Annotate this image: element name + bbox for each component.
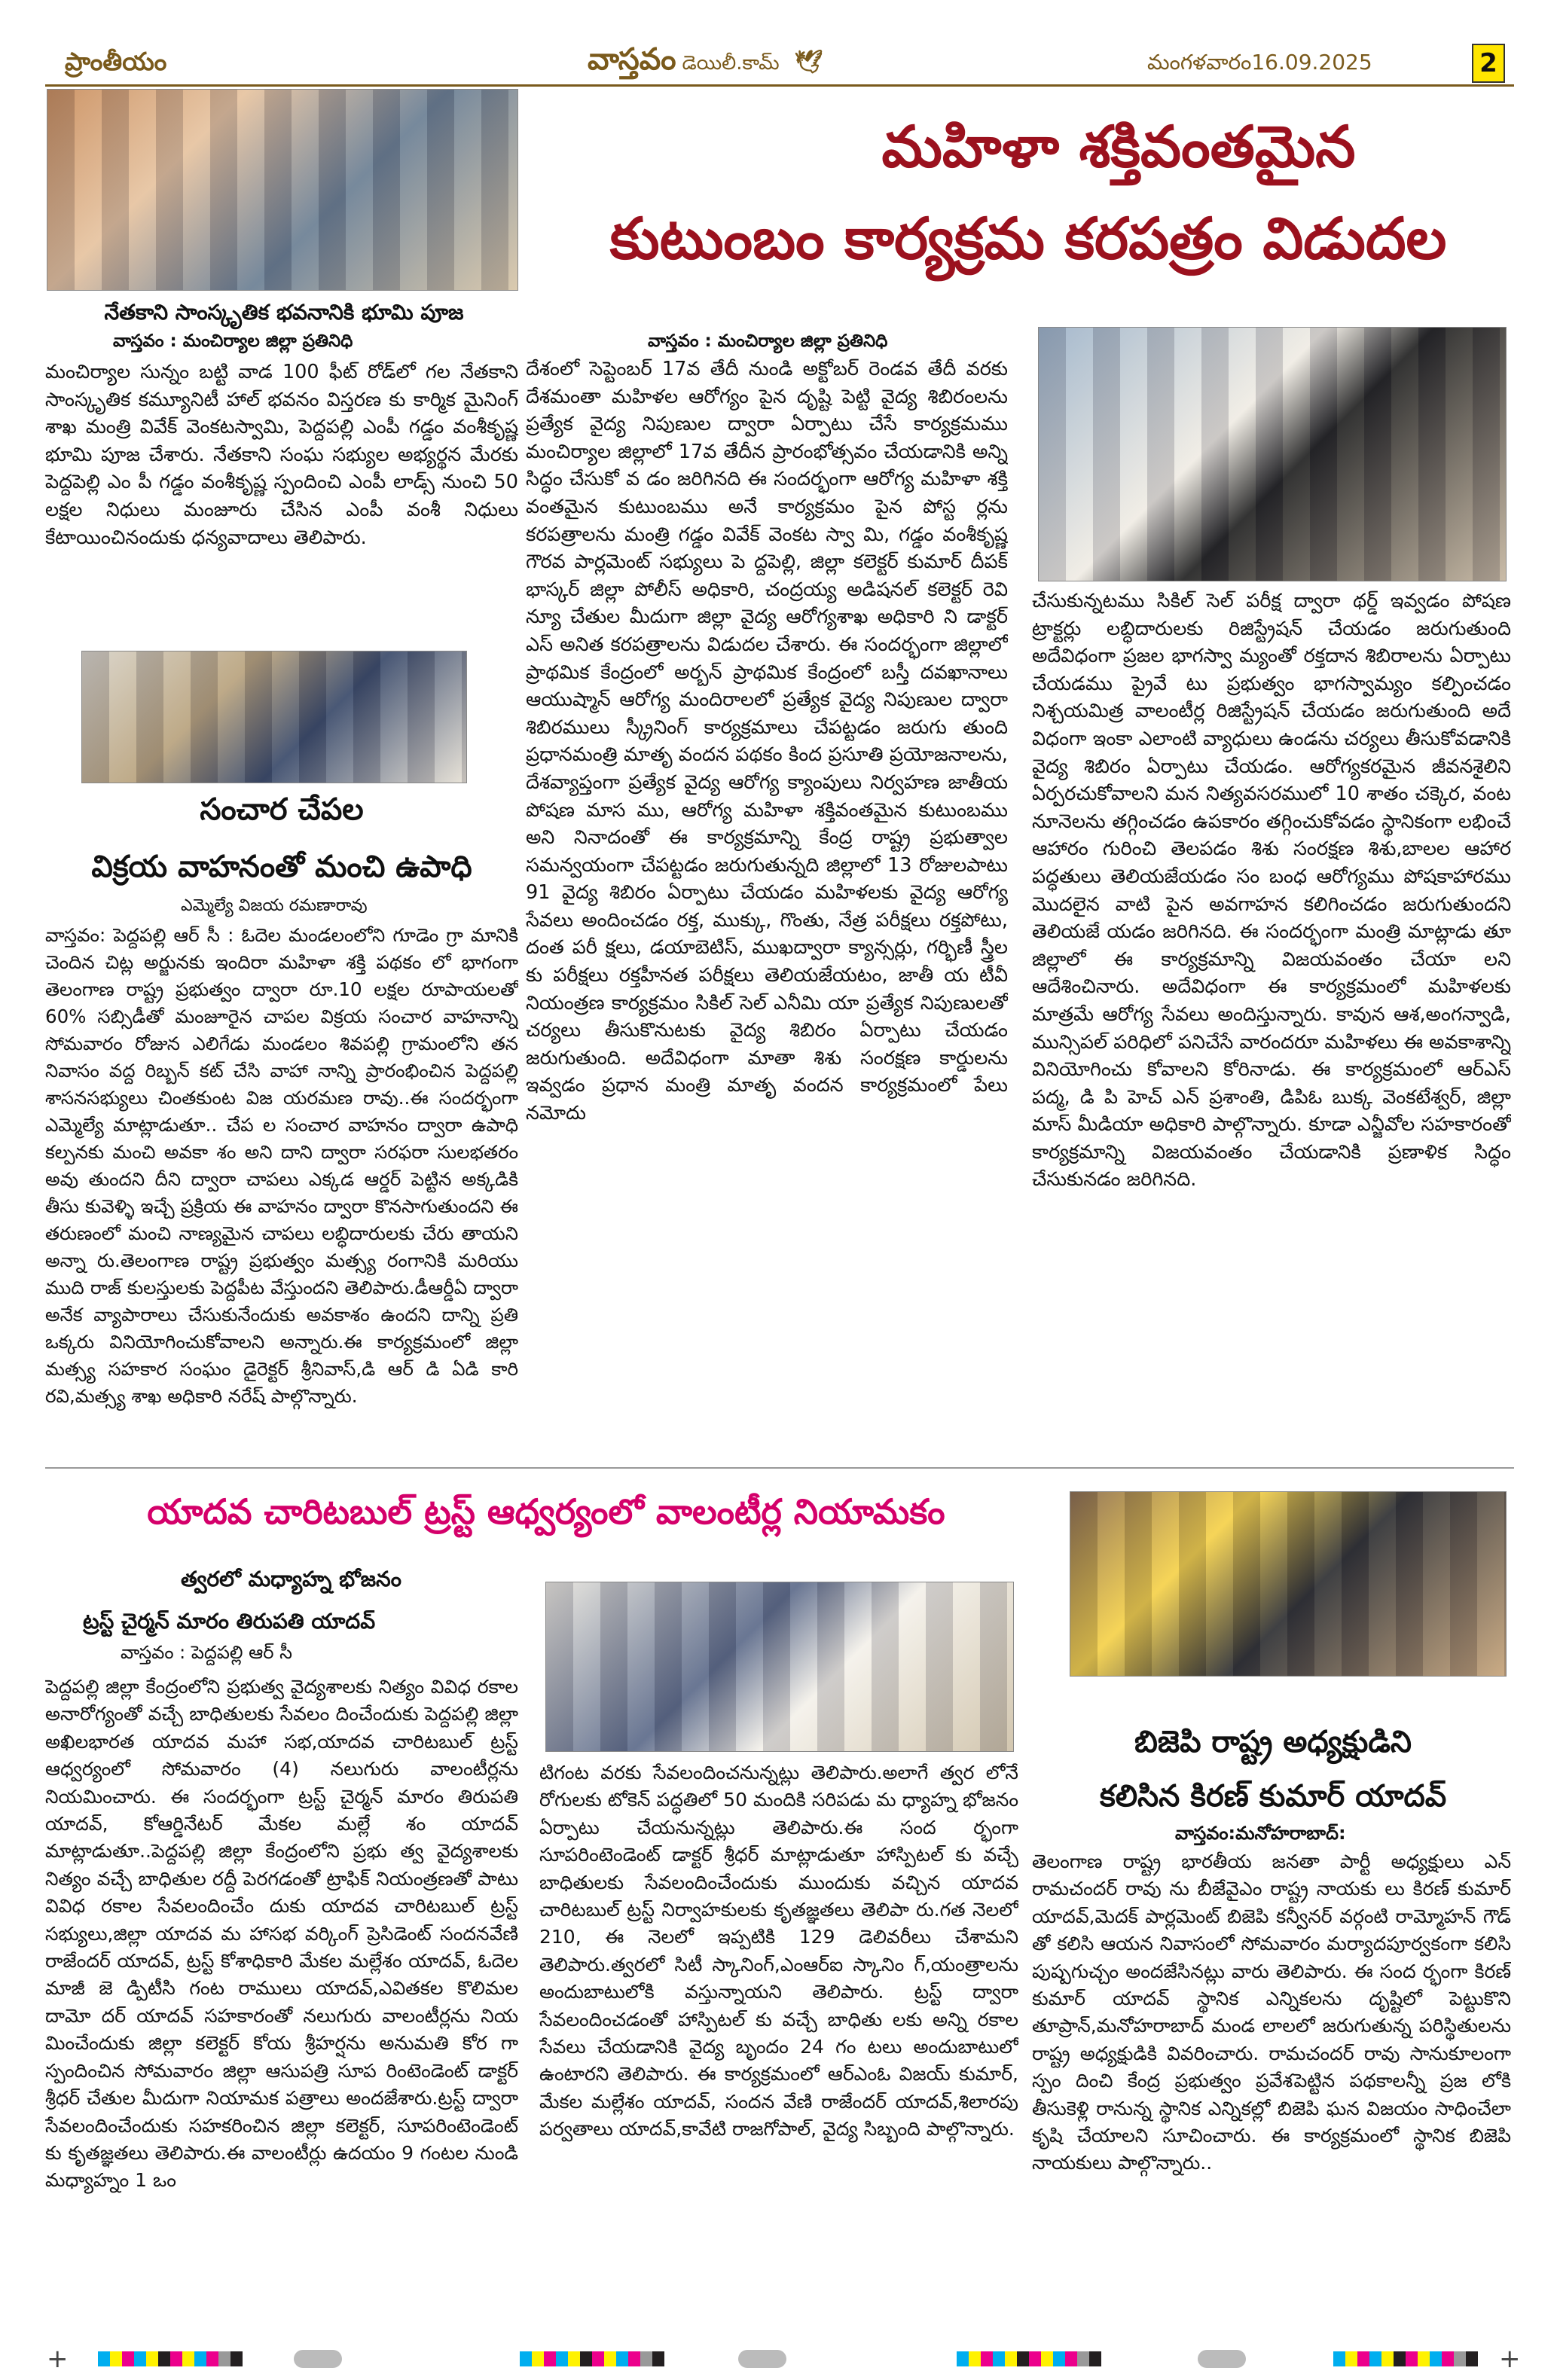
color-bar-1 [98, 2351, 243, 2366]
bjp-credit: వాస్తవం:మనోహరాబాద్: [1175, 1823, 1346, 1844]
fish-credit: ఎమ్మెల్యే విజయ రమణారావు [181, 896, 368, 915]
photo-volunteers [545, 1582, 1014, 1752]
bjp-headline-2: కలిసిన కిరణ్ కుమార్ యాదవ్ [1099, 1779, 1447, 1814]
photo-bjp-meeting [1070, 1491, 1507, 1677]
main-headline-1: మహిళా శక్తివంతమైన [881, 113, 1356, 180]
photo-pamphlet-release [1038, 327, 1507, 581]
yadava-subhead-1: త్వరలో మధ్యాహ్న భోజనం [181, 1567, 401, 1591]
section-divider [45, 1467, 1514, 1469]
masthead-title: వాస్తవం [588, 42, 676, 77]
registration-mark-right: + [1499, 2344, 1521, 2374]
page-number: 2 [1472, 44, 1505, 83]
photo-bhoomi-puja [47, 89, 518, 291]
fish-headline-1: సంచార చేపల [200, 792, 364, 827]
fish-body: వాస్తవం: పెద్దపల్లి ఆర్ సీ : ఓదెల మండలంలోని గూడెం గ్రా మానికి చెందిన చిట్ల అర్జునకు ఇందిరా మహిళా శక్తి పథకం లో భాగంగా తెలంగాణ రాష్ట్ర ప్రభుత్వం ద్వారా రూ.10 లక్షల రూపాయలతో 60% సబ్సిడీతో మంజూరైన చాపల విక్రయ సంచార వాహనాన్ని సోమవారం రోజున ఎలిగేడు మండలం శివపల్లి గ్రామంలోని తన నివాసం వద్ద రిబ్బన్ కట్ చేసి వాహా నాన్ని ప్రారంభించిన పెద్దపల్లి శాసనసభ్యులు చింతకుంట విజ యరమణ రావు..ఈ సందర్భంగా ఎమ్మెల్యే మాట్లాడుతూ.. చేప ల సంచార వాహనం ద్వారా ఉపాధి కల్పనకు మంచి అవకా శం అని దాని ద్వారా సరఫరా సులభతరం అవు తుందని దీని ద్వారా చాపలు ఎక్కడ ఆర్డర్ పెట్టిన అక్కడికి తీసు కువెళ్ళి ఇచ్చే ప్రక్రియ ఈ వాహనం ద్వారా కొనసాగుతుందని ఈ తరుణంలో మంచి నాణ్యమైన చాపలు లబ్ధిదారులకు చేరు తాయని అన్నా రు.తెలంగాణ రాష్ట్ర ప్రభుత్వం మత్స్య రంగానికి మరియు ముది రాజ్ కులస్తులకు పెద్దపీట వేస్తుందని తెలిపారు.డీఆర్డీఏ ద్వారా అనేక వ్యాపారాలు చేసుకునేందుకు అవకాశం ఉందని దాన్ని ప్రతి ఒక్కరు వినియోగించుకోవాలని అన్నారు.ఈ కార్యక్రమంలో జిల్లా మత్స్య సహకార సంఘం డైరెక్టర్ శ్రీనివాస్,డి ఆర్ డి ఏడి కారి రవి,మత్స్య శాఖ అధికారి నరేష్ పాల్గొన్నారు. [45, 924, 518, 1407]
top-left-headline: నేతకాని సాంస్కృతిక భవనానికి భూమి పూజ [104, 300, 464, 325]
yadava-credit: వాస్తవం : పెద్దపల్లి ఆర్ సీ [121, 1642, 292, 1663]
color-pill-2 [738, 2350, 786, 2368]
yadava-body-col2: టిగంట వరకు సేవలందించనున్నట్లు తెలిపారు.అలాగే త్వర లోనే రోగులకు టోకెన్ పద్ధతిలో 50 మందికి సరిపడు మ ధ్యాహ్న భోజనం ఏర్పాటు చేయనున్నట్లు తెలిపారు.ఈ సంద ర్భంగా సూపరింటెండెంట్ డాక్టర్ శ్రీధర్ మాట్లాడుతూ హాస్పిటల్ కు వచ్చే బాధితులకు సేవలందించేందుకు ముందుకు వచ్చిన యాదవ చారిటబుల్ ట్రస్ట్ నిర్వాహకులకు కృతజ్ఞతలు తెలిపా రు.గత నెలలో 210, ఈ నెలలో ఇప్పటికి 129 డెలివరీలు చేశామని తెలిపారు.త్వరలో సిటీ స్కానింగ్,ఎంఆర్ఐ స్కానిం గ్,యంత్రాలను అందుబాటులోకి వస్తున్నాయని తెలిపారు. ట్రస్ట్ ద్వారా సేవలందించడంతో హాస్పిటల్ కు వచ్చే బాధితు లకు అన్ని రకాల సేవలు చేయడానికి వైద్య బృందం 24 గం టలు అందుబాటులో ఉంటారని తెలిపారు. ఈ కార్యక్రమంలో ఆర్ఎంఓ విజయ్ కుమార్, మేకల మల్లేశం యాదవ్, సందన వేణి రాజేందర్ యాదవ్,శిలారపు పర్వతాలు యాదవ్,కావేటి రాజగోపాల్, వైద్య సిబ్బంది పాల్గొన్నారు. [539, 1762, 1018, 2140]
main-body-col2: చేసుకున్నటము సికిల్ సెల్ పరీక్ష ద్వారా థర్డ్ ఇవ్వడం పోషణ ట్రాక్టర్లు లబ్ధిదారులకు రిజిస్ట్రేషన్ చేయడం జరుగుతుంది అదేవిధంగా ప్రజల భాగస్వా మ్యంతో రక్తదాన శిబిరాలను ఏర్పాటు చేయడము ప్రైవే టు ప్రభుత్వం భాగస్వామ్యం కల్పించడం నిశ్చయమిత్ర వాలంటీర్ల రిజిస్ట్రేషన్ చేయడం జరుగుతుంది అదే విధంగా ఇంకా ఎలాంటి వ్యాధులు ఉండను చర్యలు తీసుకోవడానికి వైద్య శిబిరం ఏర్పాటు చేయడం. ఆరోగ్యకరమైన జీవనశైలిని ఏర్పరచుకోవాలని మన నిత్యవసరములో 10 శాతం చక్కెర, వంట నూనెలను తగ్గించడం ఉపకారం తగ్గించుకోవడం స్థానికంగా లభించే ఆహారం గురించి తెలపడం శిశు సంరక్షణ శిశు,బాలల ఆహార పద్ధతులు తెలియజేయడం సం బంధ ఆరోగ్యము పోషకాహారము మొదలైన వాటి పైన అవగాహన కలిగించడం జరుగుతుందని తెలియజే యడం జరిగినది. ఈ సందర్భంగా మంత్రి మాట్లాడు తూ జిల్లాలో ఈ కార్యక్రమాన్ని విజయవంతం చేయా లని ఆదేశించినారు. అదేవిధంగా ఈ కార్యక్రమంలో మహిళలకు మాత్రమే ఆరోగ్య సేవలు అందిస్తున్నారు. కావున ఆశ,అంగన్వాడి, మున్సిపల్ పరిధిలో పనిచేసే వారందరూ మహిళలు ఈ అవకాశాన్ని వినియోగించు కోవాలని కోరినాడు. ఈ కార్యక్రమంలో ఆర్ఎస్ పద్మ, డి పి హెచ్ ఎన్ ప్రశాంతి, డిపిఓ బుక్క వెంకటేశ్వర్, జిల్లా మాస్ మీడియా అధికారి పాల్గొన్నారు. కూడా ఎన్జీవోల సహకారంతో కార్యక్రమాన్ని విజయవంతం చేయడానికి ప్రణాళిక సిద్ధం చేసుకునడం జరిగినది. [1032, 590, 1511, 1192]
bird-logo-icon: 🕊 [794, 49, 823, 75]
bjp-body: తెలంగాణ రాష్ట్ర భారతీయ జనతా పార్టీ అధ్యక్షులు ఎన్ రామచందర్ రావు ను బీజేవైఎం రాష్ట్ర నాయకు లు కిరణ్ కుమార్ యాదవ్,మెదక్ పార్లమెంట్ బిజెపి కన్వీనర్ వర్గంటి రామ్మోహన్ గౌడ్ తో కలిసి ఆయన నివాసంలో సోమవారం మర్యాదపూర్వకంగా కలిసి పుష్పగుచ్చం అందజేసినట్లు వారు తెలిపారు. ఈ సంద ర్భంగా కిరణ్ కుమార్ యాదవ్ స్థానిక ఎన్నికలను దృష్టిలో పెట్టుకొని తూప్రాన్,మనోహరాబాద్ మండ లాలలో జరుగుతున్న పరిస్థితులను రాష్ట్ర అధ్యక్షుడికి వివరించారు. రామచందర్ రావు సానుకూలంగా స్పం దించి కేంద్ర ప్రభుత్వం ప్రవేశపెట్టిన పథకాలన్నీ ప్రజ లోకి తీసుకెళ్లి రానున్న స్థానిక ఎన్నికల్లో బిజెపి ఘన విజయం సాధించేలా కృషి చేయాలని సూచించారు. ఈ కార్యక్రమంలో స్థానిక బిజెపి నాయకులు పాల్గొన్నారు.. [1032, 1851, 1511, 2174]
issue-date: మంగళవారం16.09.2025 [1147, 50, 1372, 75]
yadava-subhead-2: ట్రస్ట్ చైర్మన్ మారం తిరుపతి యాదవ్ [83, 1609, 376, 1634]
yadava-headline: యాదవ చారిటబుల్ ట్రస్ట్ ఆధ్వర్యంలో వాలంటీర్ల నియామకం [147, 1491, 945, 1532]
main-body-col1: దేశంలో సెప్టెంబర్ 17వ తేదీ నుండి అక్టోబర్ రెండవ తేదీ వరకు దేశమంతా మహిళల ఆరోగ్యం పైన దృష్టి పెట్టి వైద్య శిబిరంలను ప్రత్యేక వైద్య నిపుణుల ద్వారా ఏర్పాటు చేసే కార్యక్రమము మంచిర్యాల జిల్లాలో 17వ తేదీన ప్రారంభోత్సవం చేయడానికి అన్ని సిద్ధం చేసుకో వ డం జరిగినది ఈ సందర్భంగా ఆరోగ్య మహిళా శక్తి వంతమైన కుటుంబము అనే కార్యక్రమం పైన పోస్ట ర్లను కరపత్రాలను మంత్రి గడ్డం వివేక్ వెంకట స్వా మి, గడ్డం వంశీకృష్ణ గౌరవ పార్లమెంట్ సభ్యులు పె ద్దపెల్లి, జిల్లా కలెక్టర్ కుమార్ దీపక్ భాస్కర్ జిల్లా పోలీస్ అధికారి, చంద్రయ్య అడిషనల్ కలెక్టర్ రెవి న్యూ చేతుల మీదుగా జిల్లా వైద్య ఆరోగ్యశాఖ అధికారి ని డాక్టర్ ఎస్ అనిత కరపత్రాలను విడుదల చేశారు. ఈ సందర్భంగా జిల్లాలో ప్రాథమిక కేంద్రంలో అర్బన్ ప్రాథమిక కేంద్రంలో బస్తీ దవఖానాలు ఆయుష్మాన్ ఆరోగ్య మందిరాలలో ప్రత్యేక వైద్య నిపుణుల ద్వారా శిబిరములు స్క్రీనింగ్ కార్యక్రమాలు చేపట్టడం జరుగు తుంది ప్రధానమంత్రి మాతృ వందన పథకం కింద ప్రసూతి ప్రయోజనాలను, దేశవ్యాప్తంగా ప్రత్యేక వైద్య ఆరోగ్య క్యాంపులు నిర్వహణ జాతీయ పోషణ మాస ము, ఆరోగ్య మహిళా శక్తివంతమైన కుటుంబము అని నినాదంతో ఈ కార్యక్రమాన్ని కేంద్ర రాష్ట్ర ప్రభుత్వాల సమన్వయంగా చేపట్టడం జరుగుతున్నది జిల్లాలో 13 రోజులపాటు 91 వైద్య శిబిరం ఏర్పాటు చేయడం మహిళలకు వైద్య ఆరోగ్య సేవలు అందించడం రక్త, ముక్కు, గొంతు, నేత్ర పరీక్షలు రక్తపోటు, దంత పరీ క్షలు, డయాబెటిస్, ముఖద్వారా క్యాన్సర్లు, గర్భిణీ స్త్రీల కు పరీక్షలు రక్తహీనత పరీక్షలు తెలియజేయటం, జాతీ య టీవీ నియంత్రణ కార్యక్రమం సికిల్ సెల్ ఎనీమి యా ప్రత్యేక నిపుణులతో చర్యలు తీసుకొనుటకు వైద్య శిబిరం ఏర్పాటు చేయడం జరుగుతుంది. అదేవిధంగా మాతా శిశు సంరక్షణ కార్డులను ఇవ్వడం ప్రధాన మంత్రి మాతృ వందన కార్యక్రమంలో పేలు నమోదు [526, 358, 1008, 1125]
color-bar-2 [520, 2351, 664, 2366]
header-rule [45, 84, 1514, 87]
color-pill-3 [1198, 2350, 1246, 2368]
registration-mark-left: + [47, 2344, 69, 2374]
masthead [588, 42, 823, 84]
section-label: ప్రాంతీయం [65, 47, 167, 76]
yadava-body-col1: పెద్దపల్లి జిల్లా కేంద్రంలోని ప్రభుత్వ వైద్యశాలకు నిత్యం వివిధ రకాల అనారోగ్యంతో వచ్చే బాధితులకు సేవలం దించేందుకు పెద్దపల్లి జిల్లా అఖిలభారత యాదవ మహా సభ,యాదవ చారిటబుల్ ట్రస్ట్ ఆధ్వర్యంలో సోమవారం (4) నలుగురు వాలంటీర్లను నియమించారు. ఈ సందర్భంగా ట్రస్ట్ చైర్మన్ మారం తిరుపతి యాదవ్, కోఆర్డినేటర్ మేకల మల్లే శం యాదవ్ మాట్లాడుతూ..పెద్దపల్లి జిల్లా కేంద్రంలోని ప్రభు త్వ వైద్యశాలకు నిత్యం వచ్చే బాధితుల రద్దీ పెరగడంతో ట్రాఫిక్ నియంత్రణతో పాటు వివిధ రకాల సేవలందించేం దుకు యాదవ చారిటబుల్ ట్రస్ట్ సభ్యులు,జిల్లా యాదవ మ హాసభ వర్కింగ్ ప్రెసిడెంట్ సందనవేణి రాజేందర్ యాదవ్, ట్రస్ట్ కోశాధికారి మేకల మల్లేశం యాదవ్, ఓదెల మాజీ జె డ్పిటీసి గంట రాములు యాదవ్,ఎవితకల కొలిమల దామో దర్ యాదవ్ సహకారంతో నలుగురు వాలంటీర్లను నియ మించేందుకు జిల్లా కలెక్టర్ కోయ శ్రీహర్షను అనుమతి కోర గా స్పందించిన సోమవారం జిల్లా ఆసుపత్రి సూప రింటెండెంట్ డాక్టర్ శ్రీధర్ చేతుల మీదుగా నియామక పత్రాలు అందజేశారు.ట్రస్ట్ ద్వారా సేవలందించేందుకు సహకరించిన జిల్లా కలెక్టర్, సూపరింటెండెంట్ కు కృతజ్ఞతలు తెలిపారు.ఈ వాలంటీర్లు ఉదయం 9 గంటల నుండి మధ్యాహ్నం 1 ఒం [45, 1676, 518, 2192]
top-left-body: మంచిర్యాల సున్నం బట్టి వాడ 100 ఫీట్ రోడ్‌లో గల నేతకాని సాంస్కృతిక కమ్యూనిటీ హాల్ భవనం విస్తరణ కు కార్మిక మైనింగ్ శాఖ మంత్రి వివేక్ వెంకటస్వామి, పెద్దపల్లి ఎంపీ గడ్డం వంశీకృష్ణ భూమి పూజ చేశారు. నేతకాని సంఘ సభ్యుల అభ్యర్థన మేరకు పెద్దపెల్లి ఎం పీ గడ్డం వంశీకృష్ణ స్పందించి ఎంపీ లాడ్స్ నుంచి 50 లక్షల నిధులు మంజూరు చేసిన ఎంపీ వంశీ నిధులు కేటాయించినందుకు ధన్యవాదాలు తెలిపారు. [45, 361, 518, 549]
main-headline-2: కుటుంబం కార్యక్రమ కరపత్రం విడుదల [609, 205, 1447, 272]
fish-headline-2: విక్రయ వాహనంతో మంచి ఉపాధి [91, 850, 472, 884]
top-left-credit: వాస్తవం : మంచిర్యాల జిల్లా ప్రతినిధి [113, 331, 353, 351]
main-credit: వాస్తవం : మంచిర్యాల జిల్లా ప్రతినిధి [648, 331, 888, 351]
photo-fish-vehicle [81, 651, 467, 783]
bjp-headline-1: బిజెపి రాష్ట్ర అధ్యక్షుడిని [1134, 1725, 1412, 1759]
color-bar-3 [957, 2351, 1101, 2366]
masthead-subtitle: డెయిలీ.కామ్ [682, 52, 780, 75]
color-bar-4 [1333, 2351, 1478, 2366]
color-pill-1 [294, 2350, 342, 2368]
